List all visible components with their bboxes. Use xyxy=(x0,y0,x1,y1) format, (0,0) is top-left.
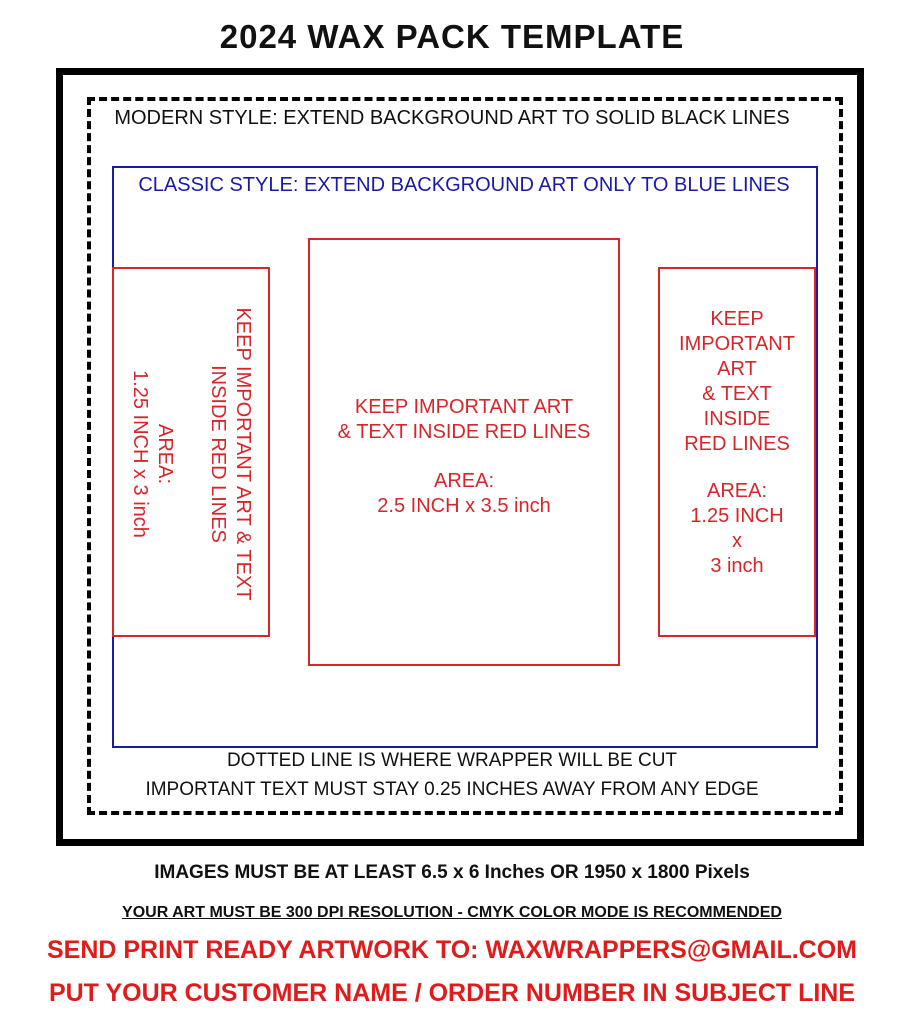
center-panel-line3: AREA: xyxy=(433,470,495,492)
right-panel-line8: 1.25 INCH xyxy=(690,505,784,527)
right-safe-area xyxy=(658,267,816,637)
left-panel-text xyxy=(112,269,270,639)
right-panel-line3: ART xyxy=(717,358,757,380)
right-panel-line6: RED LINES xyxy=(684,433,790,455)
classic-style-note: CLASSIC STYLE: EXTEND BACKGROUND ART ONLY TO BLUE LINES xyxy=(138,174,790,196)
send-artwork-email: SEND PRINT READY ARTWORK TO: WAXWRAPPERS@GMAIL.COM xyxy=(46,936,858,964)
right-panel-line1: KEEP xyxy=(710,308,764,330)
right-panel-line5: INSIDE xyxy=(703,408,771,430)
right-panel-spacer xyxy=(660,457,814,479)
left-panel-line1: KEEP IMPORTANT ART & TEXT xyxy=(232,307,254,601)
left-panel-line2: INSIDE RED LINES xyxy=(207,365,229,543)
right-panel-line4: & TEXT xyxy=(702,383,772,405)
right-panel-line9: x xyxy=(732,530,742,552)
edge-distance-note: IMPORTANT TEXT MUST STAY 0.25 INCHES AWAY FROM ANY EDGE xyxy=(145,779,759,800)
left-safe-area xyxy=(112,267,270,637)
center-safe-area xyxy=(308,238,620,666)
center-panel-spacer xyxy=(310,445,618,469)
right-panel-line7: AREA: xyxy=(706,480,768,502)
page-title: 2024 WAX PACK TEMPLATE xyxy=(219,18,685,55)
resolution-requirement: YOUR ART MUST BE 300 DPI RESOLUTION - CMYK COLOR MODE IS RECOMMENDED xyxy=(122,904,782,921)
center-panel-text xyxy=(310,395,618,519)
center-panel-line1: KEEP IMPORTANT ART xyxy=(354,396,574,418)
right-panel-text xyxy=(660,307,814,579)
cut-line-note: DOTTED LINE IS WHERE WRAPPER WILL BE CUT xyxy=(226,750,678,771)
image-size-requirement: IMAGES MUST BE AT LEAST 6.5 x 6 Inches OR 1950 x 1800 Pixels xyxy=(154,862,750,883)
left-panel-line4: 1.25 INCH x 3 inch xyxy=(129,370,151,538)
center-panel-line4: 2.5 INCH x 3.5 inch xyxy=(377,495,551,517)
right-panel-line2: IMPORTANT xyxy=(679,333,795,355)
subject-line-instruction: PUT YOUR CUSTOMER NAME / ORDER NUMBER IN SUBJECT LINE xyxy=(48,979,856,1007)
right-panel-line10: 3 inch xyxy=(710,555,764,577)
modern-style-note: MODERN STYLE: EXTEND BACKGROUND ART TO SOLID BLACK LINES xyxy=(114,107,790,129)
center-panel-line2: & TEXT INSIDE RED LINES xyxy=(337,421,591,443)
left-panel-line3: AREA: xyxy=(154,423,176,485)
